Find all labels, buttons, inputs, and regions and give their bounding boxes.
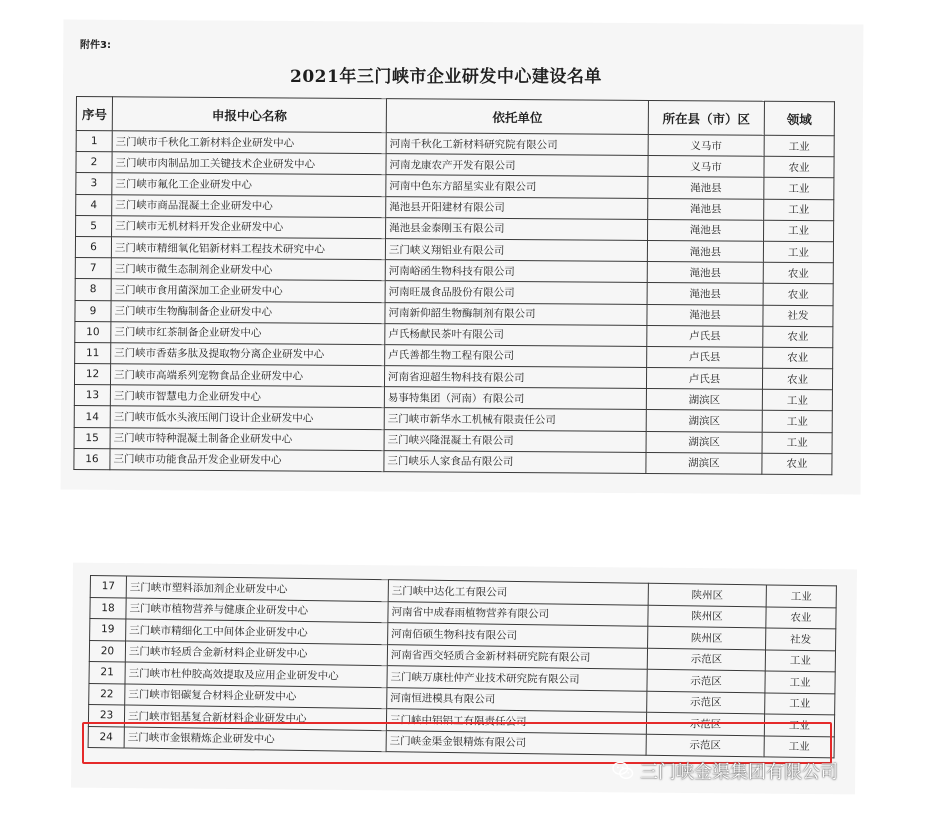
attachment-label: 附件3: <box>80 40 111 51</box>
cell-field: 工业 <box>762 432 832 454</box>
cell-unit: 卢氏杨献民茶叶有限公司 <box>385 323 647 346</box>
cell-no: 22 <box>89 683 125 705</box>
cell-location: 渑池县 <box>647 240 763 262</box>
cell-location: 卢氏县 <box>647 346 763 368</box>
cell-location: 湖滨区 <box>646 431 762 453</box>
cell-no: 9 <box>75 300 111 321</box>
cell-no: 21 <box>89 661 125 683</box>
cell-field: 工业 <box>763 241 833 263</box>
cell-center-name: 三门峡市铝碳复合材料企业研发中心 <box>125 683 387 708</box>
cell-no: 10 <box>75 321 111 342</box>
wechat-icon <box>612 761 634 781</box>
cell-unit: 三门峡中铝铝工有限责任公司 <box>386 709 646 734</box>
cell-no: 24 <box>88 726 124 748</box>
cell-field: 工业 <box>765 649 835 671</box>
cell-field: 农业 <box>763 284 833 306</box>
cell-unit: 三门峡乐人家食品有限公司 <box>384 450 646 473</box>
cell-center-name: 三门峡市轻质合金新材料企业研发中心 <box>125 641 387 666</box>
cell-no: 2 <box>76 152 112 173</box>
cell-center-name: 三门峡市杜仲胶高效提取及应用企业研发中心 <box>125 662 387 687</box>
cell-field: 工业 <box>762 411 832 433</box>
cell-field: 农业 <box>763 262 833 284</box>
cell-unit: 卢氏善都生物工程有限公司 <box>385 345 647 368</box>
cell-no: 19 <box>90 619 126 641</box>
cell-no: 5 <box>76 215 112 236</box>
cell-location: 卢氏县 <box>646 368 762 390</box>
cell-center-name: 三门峡市商品混凝土企业研发中心 <box>112 194 386 217</box>
cell-unit: 三门峡市新华水工机械有限责任公司 <box>384 408 646 431</box>
cell-no: 6 <box>75 236 111 257</box>
cell-no: 3 <box>76 173 112 194</box>
cell-location: 陕州区 <box>648 605 766 628</box>
cell-unit: 河南新仰韶生物酶制剂有限公司 <box>385 302 647 325</box>
watermark <box>612 758 838 784</box>
cell-field: 工业 <box>762 390 832 412</box>
cell-unit: 易事特集团（河南）有限公司 <box>384 387 646 410</box>
cell-field: 社发 <box>766 628 836 650</box>
cell-center-name: 三门峡市氟化工企业研发中心 <box>112 173 386 196</box>
cell-center-name: 三门峡市精细氧化铝新材料工程技术研究中心 <box>111 237 385 260</box>
document-title: 2021年三门峡市企业研发中心建设名单 <box>290 67 602 87</box>
cell-center-name: 三门峡市无机材料开发企业研发中心 <box>112 216 386 239</box>
cell-no: 20 <box>89 640 125 662</box>
cell-no: 4 <box>76 194 112 215</box>
cell-unit: 三门峡中达化工有限公司 <box>388 580 648 605</box>
cell-location: 义马市 <box>648 156 764 178</box>
cell-unit: 河南旺晟食品股份有限公司 <box>385 281 647 304</box>
cell-location: 湖滨区 <box>646 389 762 411</box>
cell-location: 渑池县 <box>648 177 764 199</box>
cell-field: 农业 <box>762 453 832 475</box>
cell-center-name: 三门峡市植物营养与健康企业研发中心 <box>126 598 388 623</box>
cell-no: 17 <box>90 576 126 598</box>
watermark-text: 三门峡金渠集团有限公司 <box>640 762 838 783</box>
table-header-row <box>76 97 834 136</box>
cell-unit: 三门峡兴隆混凝土有限公司 <box>384 429 646 452</box>
cell-unit: 河南省西交轻质合金新材料研究院有限公司 <box>387 644 647 669</box>
cell-center-name: 三门峡市智慧电力企业研发中心 <box>110 385 384 408</box>
cell-unit: 三门峡万康杜仲产业技术研究院有限公司 <box>387 666 647 691</box>
cell-no: 16 <box>74 448 110 469</box>
cell-location: 示范区 <box>646 734 764 757</box>
cell-no: 13 <box>74 385 110 406</box>
cell-unit: 渑池县开阳建材有限公司 <box>386 196 648 219</box>
cell-location: 渑池县 <box>647 304 763 326</box>
cell-location: 陕州区 <box>648 626 766 649</box>
cell-field: 农业 <box>764 156 834 178</box>
cell-unit: 河南龙康农产开发有限公司 <box>386 154 648 177</box>
cell-location: 示范区 <box>646 712 764 735</box>
cell-location: 渑池县 <box>648 198 764 220</box>
cell-no: 11 <box>75 342 111 363</box>
cell-field: 工业 <box>765 671 835 693</box>
cell-unit: 渑池县金泰刚玉有限公司 <box>386 217 648 240</box>
cell-center-name: 三门峡市肉制品加工关键技术企业研发中心 <box>112 152 386 175</box>
cell-center-name: 三门峡市塑料添加剂企业研发中心 <box>126 576 388 601</box>
cell-unit: 河南省迎超生物科技有限公司 <box>384 366 646 389</box>
cell-location: 卢氏县 <box>647 325 763 347</box>
cell-center-name: 三门峡市千秋化工新材料企业研发中心 <box>112 131 386 154</box>
cell-field: 工业 <box>764 220 834 242</box>
cell-center-name: 三门峡市精细化工中间体企业研发中心 <box>126 619 388 644</box>
header-center-name: 申报中心名称 <box>112 97 386 133</box>
cell-field: 农业 <box>762 368 832 390</box>
cell-location: 渑池县 <box>648 219 764 241</box>
cell-unit: 河南中色东方韶星实业有限公司 <box>386 175 648 198</box>
cell-location: 示范区 <box>647 691 765 714</box>
cell-unit: 河南峪函生物科技有限公司 <box>385 260 647 283</box>
cell-center-name: 三门峡市功能食品开发企业研发中心 <box>110 449 384 472</box>
cell-field: 工业 <box>765 692 835 714</box>
cell-no: 14 <box>74 406 110 427</box>
cell-location: 渑池县 <box>647 262 763 284</box>
cell-center-name: 三门峡市食用菌深加工企业研发中心 <box>111 279 385 302</box>
cell-field: 工业 <box>764 135 834 157</box>
cell-unit: 河南省中成春雨植物营养有限公司 <box>388 601 648 626</box>
cell-center-name: 三门峡市生物酶制备企业研发中心 <box>111 300 385 323</box>
cell-unit: 三门峡义翔铝业有限公司 <box>385 239 647 262</box>
cell-field: 工业 <box>764 199 834 221</box>
cell-unit: 三门峡金渠金银精炼有限公司 <box>386 730 646 755</box>
cell-field: 农业 <box>763 347 833 369</box>
cell-field: 农业 <box>766 606 836 628</box>
cell-location: 湖滨区 <box>646 410 762 432</box>
cell-center-name: 三门峡市微生态制剂企业研发中心 <box>111 258 385 281</box>
cell-location: 示范区 <box>647 669 765 692</box>
cell-field: 工业 <box>766 585 836 607</box>
cell-field: 工业 <box>764 735 834 757</box>
cell-location: 湖滨区 <box>646 452 762 474</box>
cell-location: 示范区 <box>647 648 765 671</box>
cell-center-name: 三门峡市低水头液压闸门设计企业研发中心 <box>110 406 384 429</box>
cell-no: 12 <box>74 364 110 385</box>
cell-center-name: 三门峡市高端系列宠物食品企业研发中心 <box>110 364 384 387</box>
header-unit: 依托单位 <box>386 99 648 135</box>
header-location: 所在县（市）区 <box>648 100 764 135</box>
cell-no: 23 <box>88 704 124 726</box>
cell-unit: 河南千秋化工新材料研究院有限公司 <box>386 133 648 156</box>
header-field: 领域 <box>764 101 834 135</box>
cell-center-name: 三门峡市金银精炼企业研发中心 <box>124 726 386 751</box>
cell-location: 陕州区 <box>648 583 766 606</box>
center-list-table <box>73 96 835 475</box>
cell-center-name: 三门峡市铝基复合新材料企业研发中心 <box>124 705 386 730</box>
header-no: 序号 <box>76 97 112 131</box>
cell-center-name: 三门峡市香菇多肽及提取物分离企业研发中心 <box>111 343 385 366</box>
cell-field: 农业 <box>763 326 833 348</box>
cell-unit: 河南恒进模具有限公司 <box>387 687 647 712</box>
cell-center-name: 三门峡市红茶制备企业研发中心 <box>111 321 385 344</box>
cell-field: 社发 <box>763 305 833 327</box>
cell-unit: 河南佰硕生物科技有限公司 <box>388 623 648 648</box>
cell-location: 渑池县 <box>647 283 763 305</box>
cell-no: 7 <box>75 258 111 279</box>
cell-center-name: 三门峡市特种混凝土制备企业研发中心 <box>110 427 384 450</box>
cell-no: 1 <box>76 131 112 152</box>
cell-location: 义马市 <box>648 134 764 156</box>
cell-field: 工业 <box>764 714 834 736</box>
cell-field: 工业 <box>764 178 834 200</box>
cell-no: 8 <box>75 279 111 300</box>
cell-no: 15 <box>74 427 110 448</box>
cell-no: 18 <box>90 597 126 619</box>
